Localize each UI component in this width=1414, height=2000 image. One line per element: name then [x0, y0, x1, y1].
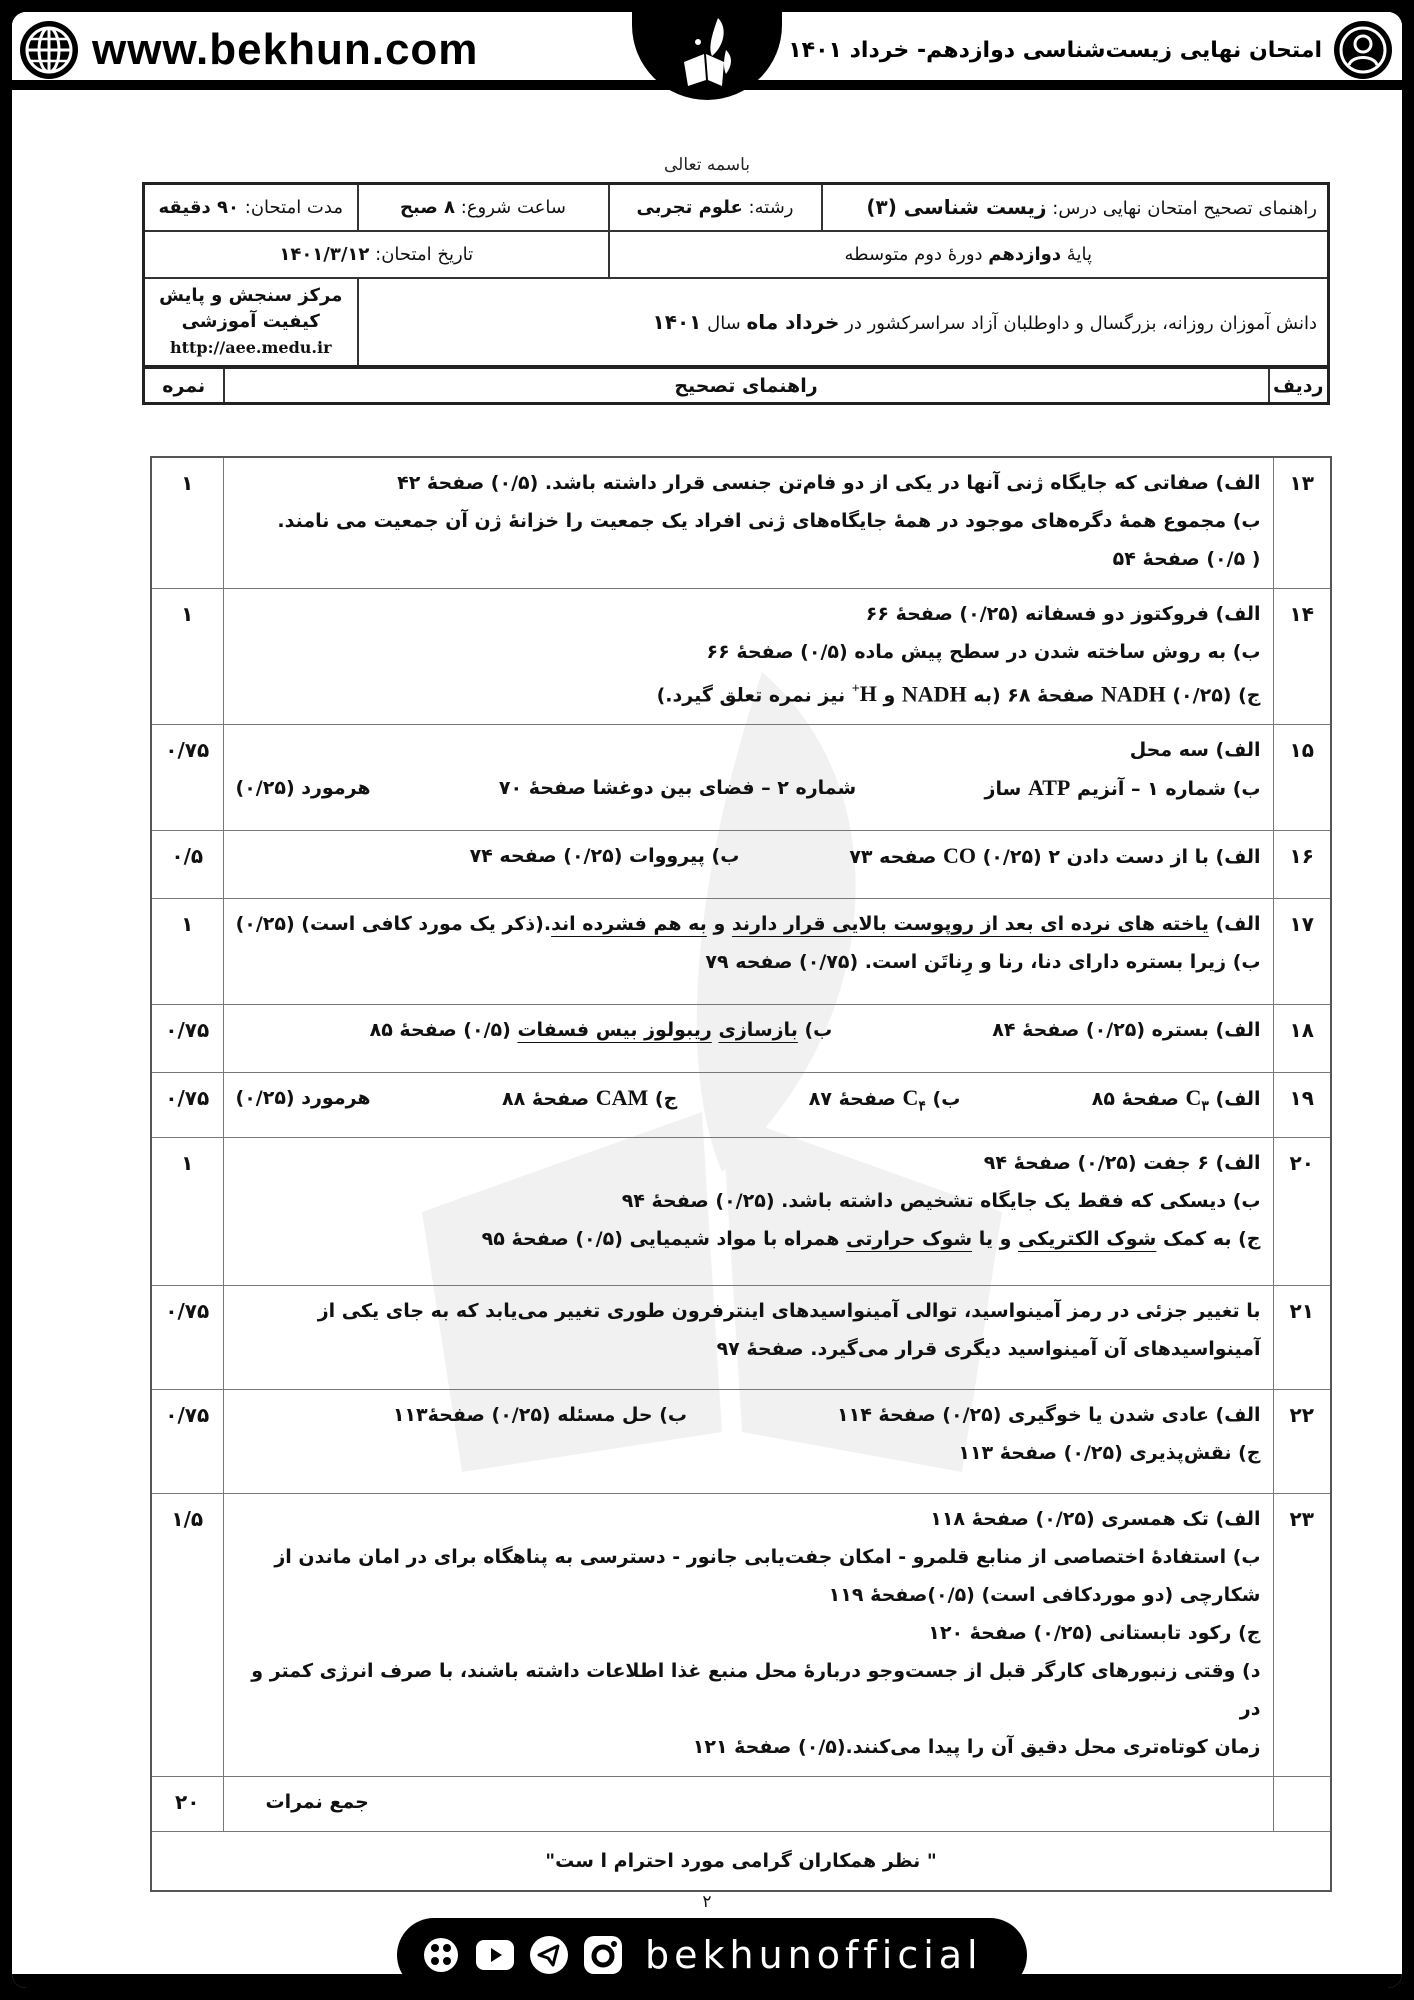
- basmala: باسمه تعالی: [664, 155, 750, 175]
- field-cell: [609, 184, 822, 231]
- answer-body: [223, 725, 1273, 831]
- book-quill-logo: [632, 12, 782, 100]
- answer-row: [151, 1073, 1331, 1137]
- exam-info-table: [142, 182, 1330, 368]
- c-symbol: C: [902, 1085, 919, 1111]
- site-url[interactable]: www.bekhun.com: [92, 25, 479, 74]
- atp-term: ATP: [1027, 775, 1071, 801]
- total-score: ۲۰: [151, 1776, 223, 1831]
- answer-group: [849, 837, 1260, 876]
- c4-term: [902, 1085, 926, 1115]
- start-label: ساعت شروع:: [460, 196, 566, 218]
- per-item-score: هرمورد (۰/۲۵): [235, 777, 371, 800]
- answer-body: [223, 831, 1273, 899]
- top-banner: [12, 12, 1402, 90]
- answer-group: [1092, 1079, 1261, 1126]
- row-number: ۱۵: [1273, 725, 1331, 831]
- answer-row: [151, 589, 1331, 725]
- aparat-icon[interactable]: [419, 1933, 463, 1977]
- exam-heading: [788, 20, 1392, 80]
- h-plus-term: [852, 681, 877, 706]
- underlined-phrase: شوک حرارتی: [846, 1227, 973, 1250]
- answer-fragment: ساز: [984, 778, 1022, 801]
- date-cell: [144, 231, 609, 278]
- field-value: علوم تجربی: [636, 196, 743, 218]
- answer-body: [223, 899, 1273, 1005]
- answer-fragment: .(ذکر یک مورد کافی است) (۰/۲۵): [235, 913, 552, 936]
- answer-fragment: و: [883, 684, 896, 707]
- closing-note: " نظر همکاران گرامی مورد احترام ا ست": [151, 1831, 1331, 1891]
- row-number: ۱۹: [1273, 1073, 1331, 1137]
- answer-body: [223, 589, 1273, 725]
- user-icon: [1334, 21, 1392, 79]
- row-score: ۰/۷۵: [151, 1073, 223, 1137]
- answer-fragment: ب) پیرووات (۰/۲۵) صفحه ۷۴: [469, 845, 740, 868]
- cam-term: CAM: [595, 1085, 649, 1111]
- grade-suffix: دورهٔ دوم متوسطه: [844, 243, 983, 265]
- answer-line: شکارچی (دو موردکافی است) (۰/۵)صفحهٔ ۱۱۹: [828, 1583, 1261, 1606]
- subscript: ۴: [918, 1099, 926, 1115]
- duration-label: مدت امتحان:: [244, 196, 343, 218]
- row-score: ۱/۵: [151, 1493, 223, 1776]
- row-score: ۰/۷۵: [151, 1005, 223, 1073]
- date-value: ۱۴۰۱/۳/۱۲: [279, 243, 370, 265]
- row-number: ۱۸: [1273, 1005, 1331, 1073]
- answers-section: [150, 456, 1332, 1892]
- row-number: ۲۳: [1273, 1493, 1331, 1776]
- start-value: ۸ صبح: [400, 196, 456, 218]
- grade-cell: [609, 231, 1329, 278]
- row-number: ۱۶: [1273, 831, 1331, 899]
- duration-value: ۹۰ دقیقه: [158, 196, 240, 218]
- answer-line: ( ۰/۵) صفحهٔ ۵۴: [1112, 548, 1261, 570]
- answer-fragment: ج) به کمک: [1162, 1227, 1261, 1250]
- audience-month: خرداد ماه: [746, 309, 840, 334]
- row-score: ۰/۵: [151, 831, 223, 899]
- column-header-table: [142, 366, 1330, 405]
- part-prefix: الف): [1215, 913, 1261, 936]
- answer-fragment: نیز نمره تعلق گیرد.): [656, 684, 846, 707]
- answers-table: [150, 456, 1332, 1892]
- page-number: ۲: [702, 1892, 712, 1912]
- answer-group: [985, 769, 1261, 808]
- answer-fragment: (۰/۲۵) صفحه ۷۳: [849, 846, 1042, 869]
- nadh-term: NADH: [1100, 681, 1166, 707]
- answer-fragment: الف) بستره (۰/۲۵) صفحهٔ ۸۴: [992, 1019, 1261, 1042]
- answer-fragment: صفحهٔ ۸۸: [502, 1088, 590, 1111]
- underlined-phrase: بازسازی: [718, 1019, 798, 1042]
- answer-row: [151, 1005, 1331, 1073]
- answer-line: با تغییر جزئی در رمز آمینواسید، توالی آمینواسیدهای اینترفرون طوری تغییر می‌یابد که به جای یکی از: [317, 1299, 1261, 1322]
- answer-line: د) وقتی زنبورهای کارگر قبل از جست‌وجو دربارهٔ محل منبع غذا اطلاعات داشته باشند، با صرف انرژی کمتر و در: [251, 1659, 1261, 1720]
- part-prefix: الف): [1215, 1088, 1261, 1111]
- answer-line: ب) مجموع همهٔ دگره‌های موجود در همهٔ جایگاه‌های ژنی افراد یک جمعیت را خزانهٔ ژن آن جمعیت می نامند.: [277, 510, 1261, 532]
- h-symbol: H: [859, 681, 877, 707]
- closing-row: [151, 1831, 1331, 1891]
- answer-row: [151, 1137, 1331, 1285]
- per-item-score: هرمورد (۰/۲۵): [235, 1087, 371, 1110]
- row-number: ۱۳: [1273, 457, 1331, 589]
- center-url[interactable]: http://aee.medu.ir: [170, 337, 332, 357]
- co2-term: CO: [943, 843, 976, 869]
- answer-row: [151, 457, 1331, 589]
- nadh-term: NADH: [901, 681, 967, 707]
- part-prefix: ب): [932, 1088, 961, 1111]
- duration-cell: [144, 184, 358, 231]
- answer-row: [151, 725, 1331, 831]
- answer-line: ب) دیسکی که فقط یک جایگاه تشخیص داشته باشد. (۰/۲۵) صفحهٔ ۹۴: [621, 1189, 1261, 1212]
- answer-line: [236, 1220, 1261, 1258]
- answer-row: [151, 1493, 1331, 1776]
- course-value: زیست شناسی (۳): [866, 195, 1047, 220]
- answer-fragment: شماره ۲ – فضای بین دوغشا صفحهٔ ۷۰: [498, 777, 857, 800]
- field-label: رشته:: [748, 196, 794, 218]
- site-link[interactable]: [20, 20, 478, 80]
- info-row-2: [144, 231, 1329, 278]
- answer-line: [236, 671, 1261, 714]
- answer-group: [370, 1011, 833, 1049]
- row-score: ۱: [151, 457, 223, 589]
- course-label: راهنمای تصحیح امتحان نهایی درس:: [1052, 198, 1317, 220]
- answer-line: [236, 1011, 1261, 1049]
- answer-line: آمینواسیدهای آن آمینواسید دیگری قرار می‌گیرد. صفحهٔ ۹۷: [716, 1337, 1261, 1360]
- answer-fragment: صفحهٔ ۸۵: [1091, 1088, 1179, 1111]
- audience-text: دانش آموزان روزانه، بزرگسال و داوطلبان آزاد سراسرکشور در: [845, 312, 1317, 334]
- answer-line: زمان کوتاه‌تری محل دقیق آن را پیدا می‌کنند.(۰/۵) صفحهٔ ۱۲۱: [692, 1735, 1261, 1758]
- answer-row: [151, 1285, 1331, 1389]
- answer-line: الف) تک همسری (۰/۲۵) صفحهٔ ۱۱۸: [930, 1507, 1261, 1530]
- col-score-header: نمره: [144, 368, 224, 404]
- answer-body: [223, 1073, 1273, 1137]
- total-row: [151, 1776, 1331, 1831]
- answer-line: الف) فروکتوز دو فسفاته (۰/۲۵) صفحهٔ ۶۶: [865, 603, 1261, 625]
- center-name: مرکز سنجش و پایش کیفیت آموزشی: [159, 284, 343, 332]
- c-symbol: C: [1185, 1085, 1202, 1111]
- underlined-phrase: ریبولوز بیس فسفات: [517, 1019, 712, 1042]
- answer-fragment: و یا: [978, 1227, 1012, 1250]
- answer-line: [236, 1396, 1261, 1434]
- answer-row: [151, 1389, 1331, 1493]
- date-label: تاریخ امتحان:: [375, 243, 474, 265]
- underlined-phrase: شوک الکتریکی: [1018, 1227, 1157, 1250]
- answer-body: [223, 457, 1273, 589]
- answer-group: [809, 1079, 961, 1126]
- answer-line: الف) ۶ جفت (۰/۲۵) صفحهٔ ۹۴: [983, 1151, 1261, 1174]
- answer-body: [223, 1493, 1273, 1776]
- answer-line: [236, 1079, 1261, 1126]
- row-score: ۱: [151, 589, 223, 725]
- start-time-cell: [358, 184, 609, 231]
- course-cell: [822, 184, 1329, 231]
- row-score: ۰/۷۵: [151, 1389, 223, 1493]
- row-number: ۲۲: [1273, 1389, 1331, 1493]
- column-header-row: [144, 368, 1329, 404]
- row-number: ۱۴: [1273, 589, 1331, 725]
- answer-line: ب) به روش ساخته شدن در سطح پیش ماده (۰/۵) صفحهٔ ۶۶: [706, 641, 1261, 663]
- answer-fragment: (۰/۵) صفحهٔ ۸۵: [369, 1019, 511, 1042]
- answer-line: الف) صفاتی که جایگاه ژنی آنها در یکی از دو فام‌تن جنسی قرار داشته باشد. (۰/۵) صفحهٔ ۴۲: [397, 472, 1261, 494]
- page-sheet: [12, 12, 1402, 1988]
- row-score: ۱: [151, 1137, 223, 1285]
- c3-term: [1185, 1085, 1209, 1115]
- row-number: ۲۰: [1273, 1137, 1331, 1285]
- exam-title: امتحان نهایی زیست‌شناسی دوازدهم- خرداد ۱۴۰۱: [788, 37, 1322, 63]
- part-prefix: ب): [804, 1019, 833, 1042]
- answer-fragment: ب) حل مسئله (۰/۲۵) صفحهٔ۱۱۳: [392, 1403, 688, 1426]
- answer-body: [223, 1137, 1273, 1285]
- answer-group: [502, 1079, 677, 1126]
- plus-sign: +: [851, 682, 860, 697]
- audience-year-label: سال: [707, 312, 741, 334]
- answer-line: ب) استفادهٔ اختصاصی از منابع قلمرو - امکان جفت‌یابی جانور - دسترسی به پناهگاه برای در امان ماندن از: [274, 1545, 1261, 1568]
- answer-line: ج) نقش‌پذیری (۰/۲۵) صفحهٔ ۱۱۳: [958, 1441, 1261, 1464]
- row-number-empty: [1273, 1776, 1331, 1831]
- social-bar: [397, 1918, 1027, 1988]
- underlined-phrase: به هم فشرده اند: [551, 913, 707, 936]
- answer-line: [236, 837, 1261, 876]
- row-score: ۱: [151, 899, 223, 1005]
- part-prefix: ج): [1238, 684, 1261, 707]
- answer-fragment: و: [713, 913, 726, 936]
- row-number: ۱۷: [1273, 899, 1331, 1005]
- answer-fragment: الف) عادی شدن یا خوگیری (۰/۲۵) صفحهٔ ۱۱۴: [837, 1403, 1261, 1426]
- answer-line: ج) رکود تابستانی (۰/۲۵) صفحهٔ ۱۲۰: [928, 1621, 1261, 1644]
- answer-line: الف) سه محل: [1129, 739, 1261, 762]
- grade-value: دوازدهم: [988, 243, 1062, 265]
- answer-fragment: ب) شماره ۱ – آنزیم: [1076, 778, 1261, 801]
- audience-cell: [358, 278, 1329, 367]
- answer-fragment: همراه با مواد شیمیایی (۰/۵) صفحهٔ ۹۵: [481, 1227, 840, 1250]
- answer-line: [236, 769, 1261, 808]
- answer-body: [223, 1285, 1273, 1389]
- underlined-phrase: یاخته های نرده ای بعد از روپوست بالایی قرار دارند: [731, 913, 1209, 936]
- answer-line: ب) زیرا بستره دارای دنا، رنا و رِناتَن است. (۰/۷۵) صفحه ۷۹: [705, 951, 1261, 974]
- answer-row: [151, 899, 1331, 1005]
- telegram-icon[interactable]: [527, 1933, 571, 1977]
- total-label: جمع نمرات: [265, 1790, 369, 1813]
- audience-year: ۱۴۰۱: [652, 309, 702, 334]
- answer-body: [223, 1005, 1273, 1073]
- answer-fragment: صفحهٔ ۸۷: [808, 1088, 896, 1111]
- info-row-3: [144, 278, 1329, 367]
- youtube-icon[interactable]: [473, 1933, 517, 1977]
- col-guide-header: راهنمای تصحیح: [224, 368, 1269, 404]
- part-prefix: ج): [654, 1088, 678, 1111]
- answer-line: [236, 905, 1261, 943]
- social-handle[interactable]: bekhunofficial: [645, 1933, 983, 1977]
- row-number: ۲۱: [1273, 1285, 1331, 1389]
- col-row-header: ردیف: [1269, 368, 1329, 404]
- answer-row: [151, 831, 1331, 899]
- info-row-1: [144, 184, 1329, 231]
- row-score: ۰/۷۵: [151, 1285, 223, 1389]
- answer-body: [223, 1389, 1273, 1493]
- globe-icon: [20, 21, 78, 79]
- row-score: ۰/۷۵: [151, 725, 223, 831]
- answer-fragment: الف) با از دست دادن ۲: [1048, 846, 1261, 869]
- center-cell: [144, 278, 358, 367]
- total-label-cell: [223, 1776, 1273, 1831]
- subscript: ۳: [1201, 1099, 1209, 1115]
- grade-prefix: پایهٔ: [1066, 243, 1092, 265]
- instagram-icon[interactable]: [581, 1933, 625, 1977]
- answer-fragment: (۰/۲۵) صفحهٔ ۶۸ (به: [973, 684, 1232, 707]
